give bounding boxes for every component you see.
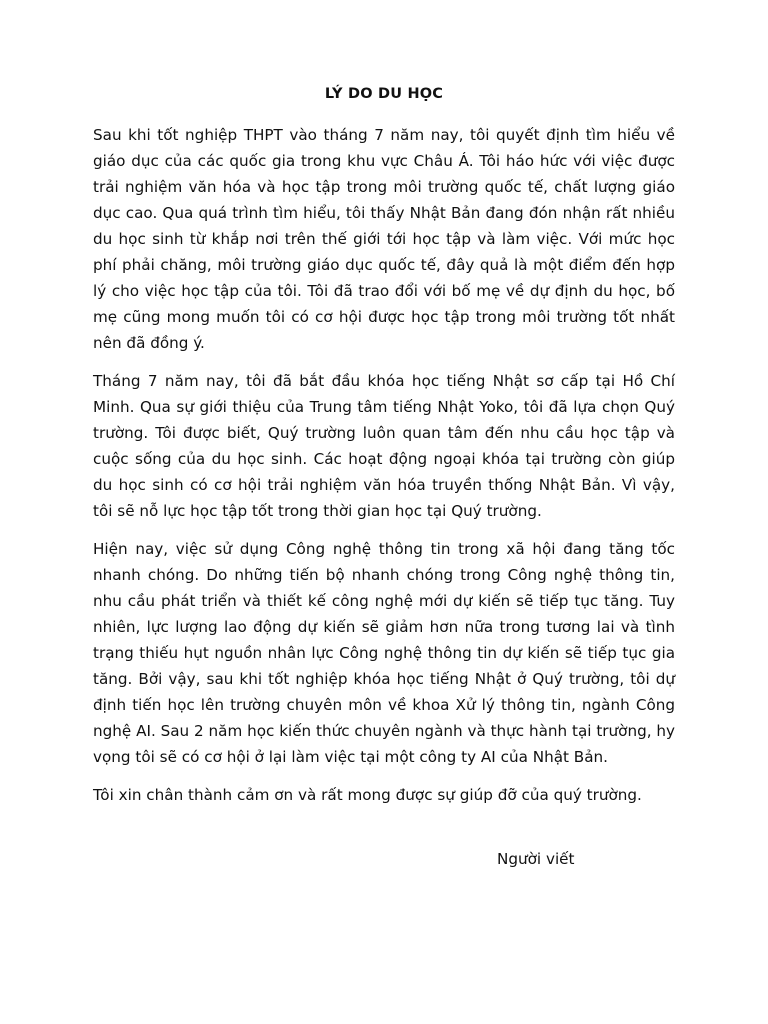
paragraph-thanks: Tôi xin chân thành cảm ơn và rất mong được sự giúp đỡ của quý trường. bbox=[93, 786, 642, 804]
paragraph-future-plan: Hiện nay, việc sử dụng Công nghệ thông tin trong xã hội đang tăng tốc nhanh chóng. Do những tiến bộ nhanh chóng trong Công nghệ thông tin, nhu cầu phát triển và thiết kế công nghệ mới dự kiến sẽ tiếp tục tăng. Tuy nhiên, lực lượng lao động dự kiến sẽ giảm hơn nữa trong tương lai và tình trạng thiếu hụt nguồn nhân lực Công nghệ thông tin dự kiến sẽ tiếp tục gia tăng. Bởi vậy, sau khi tốt nghiệp khóa học tiếng Nhật ở Quý trường, tôi dự định tiến học lên trường chuyên môn về khoa Xử lý thông tin, ngành Công nghệ AI. Sau 2 năm học kiến thức chuyên ngành và thực hành tại trường, hy vọng tôi sẽ có cơ hội ở lại làm việc tại một công ty AI của Nhật Bản. bbox=[93, 540, 675, 766]
signature-label: Người viết bbox=[497, 850, 575, 868]
document-title: LÝ DO DU HỌC bbox=[324, 86, 444, 102]
document-body bbox=[93, 122, 675, 820]
paragraph-reason-intro: Sau khi tốt nghiệp THPT vào tháng 7 năm nay, tôi quyết định tìm hiểu về giáo dục của các quốc gia trong khu vực Châu Á. Tôi háo hức với việc được trải nghiệm văn hóa và học tập trong môi trường quốc tế, chất lượng giáo dục cao. Qua quá trình tìm hiểu, tôi thấy Nhật Bản đang đón nhận rất nhiều du học sinh từ khắp nơi trên thế giới tới học tập và làm việc. Với mức học phí phải chăng, môi trường giáo dục quốc tế, đây quả là một điểm đến hợp lý cho việc học tập của tôi. Tôi đã trao đổi với bố mẹ về dự định du học, bố mẹ cũng mong muốn tôi có cơ hội được học tập trong môi trường tốt nhất nên đã đồng ý. bbox=[93, 126, 675, 352]
paragraph-school-choice: Tháng 7 năm nay, tôi đã bắt đầu khóa học tiếng Nhật sơ cấp tại Hồ Chí Minh. Qua sự giới thiệu của Trung tâm tiếng Nhật Yoko, tôi đã lựa chọn Quý trường. Tôi được biết, Quý trường luôn quan tâm đến nhu cầu học tập và cuộc sống của du học sinh. Các hoạt động ngoại khóa tại trường còn giúp du học sinh có cơ hội trải nghiệm văn hóa truyền thống Nhật Bản. Vì vậy, tôi sẽ nỗ lực học tập tốt trong thời gian học tại Quý trường. bbox=[93, 372, 675, 520]
